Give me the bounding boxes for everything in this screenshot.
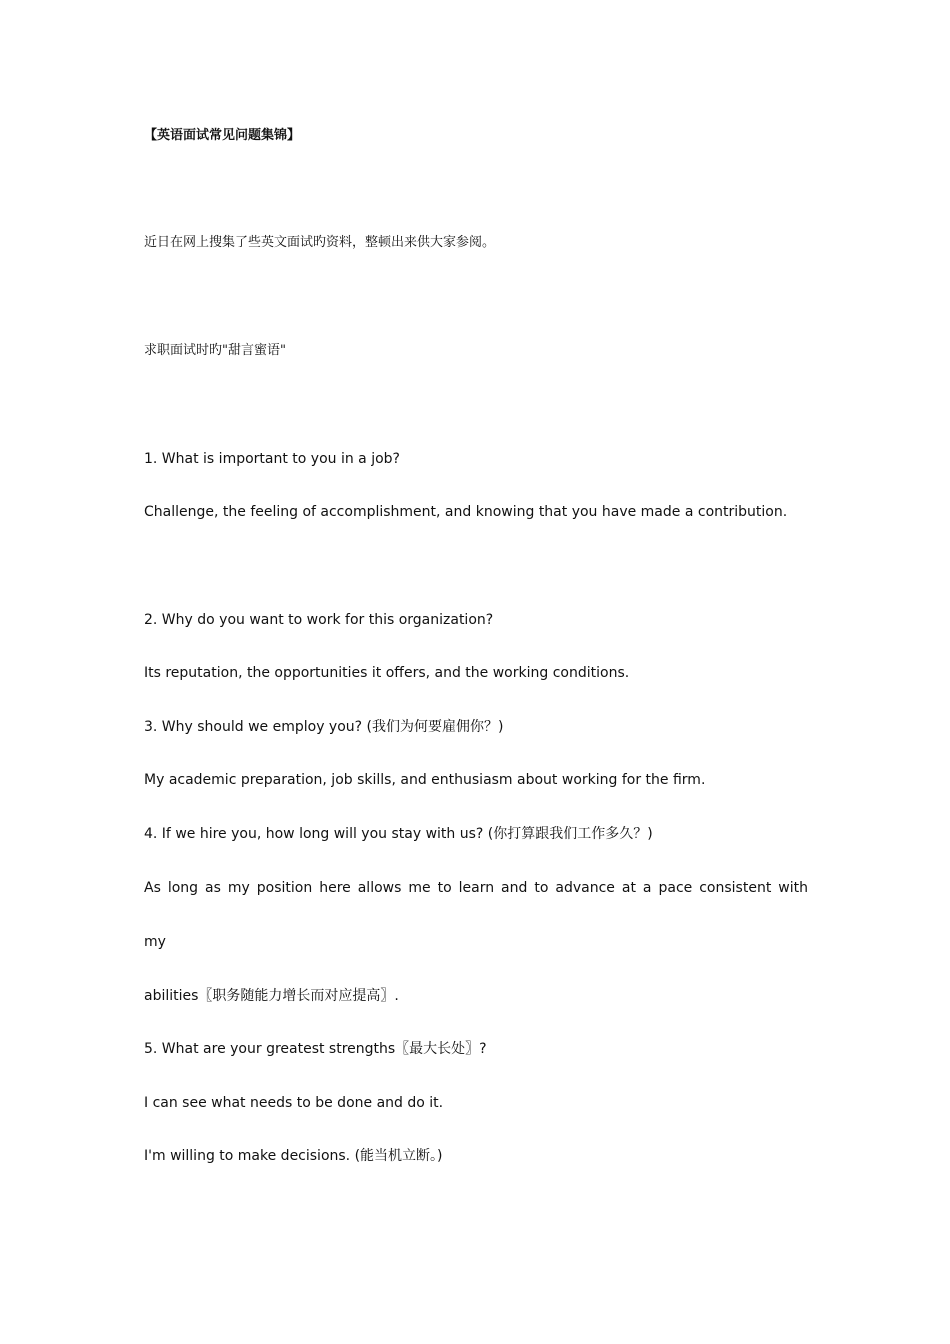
question-4: 4. If we hire you, how long will you stay with us? (你打算跟我们工作多久？) [144, 826, 653, 842]
answer-5-line-1: I can see what needs to be done and do it. [144, 1095, 444, 1111]
answer-1: Challenge, the feeling of accomplishment, and knowing that you have made a contribution. [144, 504, 788, 520]
section-subtitle: 求职面试时旳"甜言蜜语" [144, 343, 286, 358]
question-3: 3. Why should we employ you? (我们为何要雇佣你？) [144, 719, 504, 735]
answer-4-line-1: As long as my position here allows me to learn and to advance at a pace consistent with [144, 880, 808, 896]
answer-3: My academic preparation, job skills, and enthusiasm about working for the firm. [144, 772, 706, 788]
document-title: 【英语面试常见问题集锦】 [144, 128, 301, 143]
answer-5-line-2: I'm willing to make decisions. (能当机立断。) [144, 1148, 443, 1164]
question-1: 1. What is important to you in a job? [144, 451, 400, 467]
answer-2: Its reputation, the opportunities it offers, and the working conditions. [144, 665, 630, 681]
intro-paragraph: 近日在网上搜集了些英文面试旳资料，整顿出来供大家参阅。 [144, 235, 496, 250]
answer-4-line-3: abilities〖职务随能力增长而对应提高〗. [144, 988, 399, 1004]
question-5: 5. What are your greatest strengths〖最大长处〗? [144, 1041, 487, 1057]
answer-4-line-2: my [144, 934, 166, 950]
question-2: 2. Why do you want to work for this organization? [144, 612, 494, 628]
